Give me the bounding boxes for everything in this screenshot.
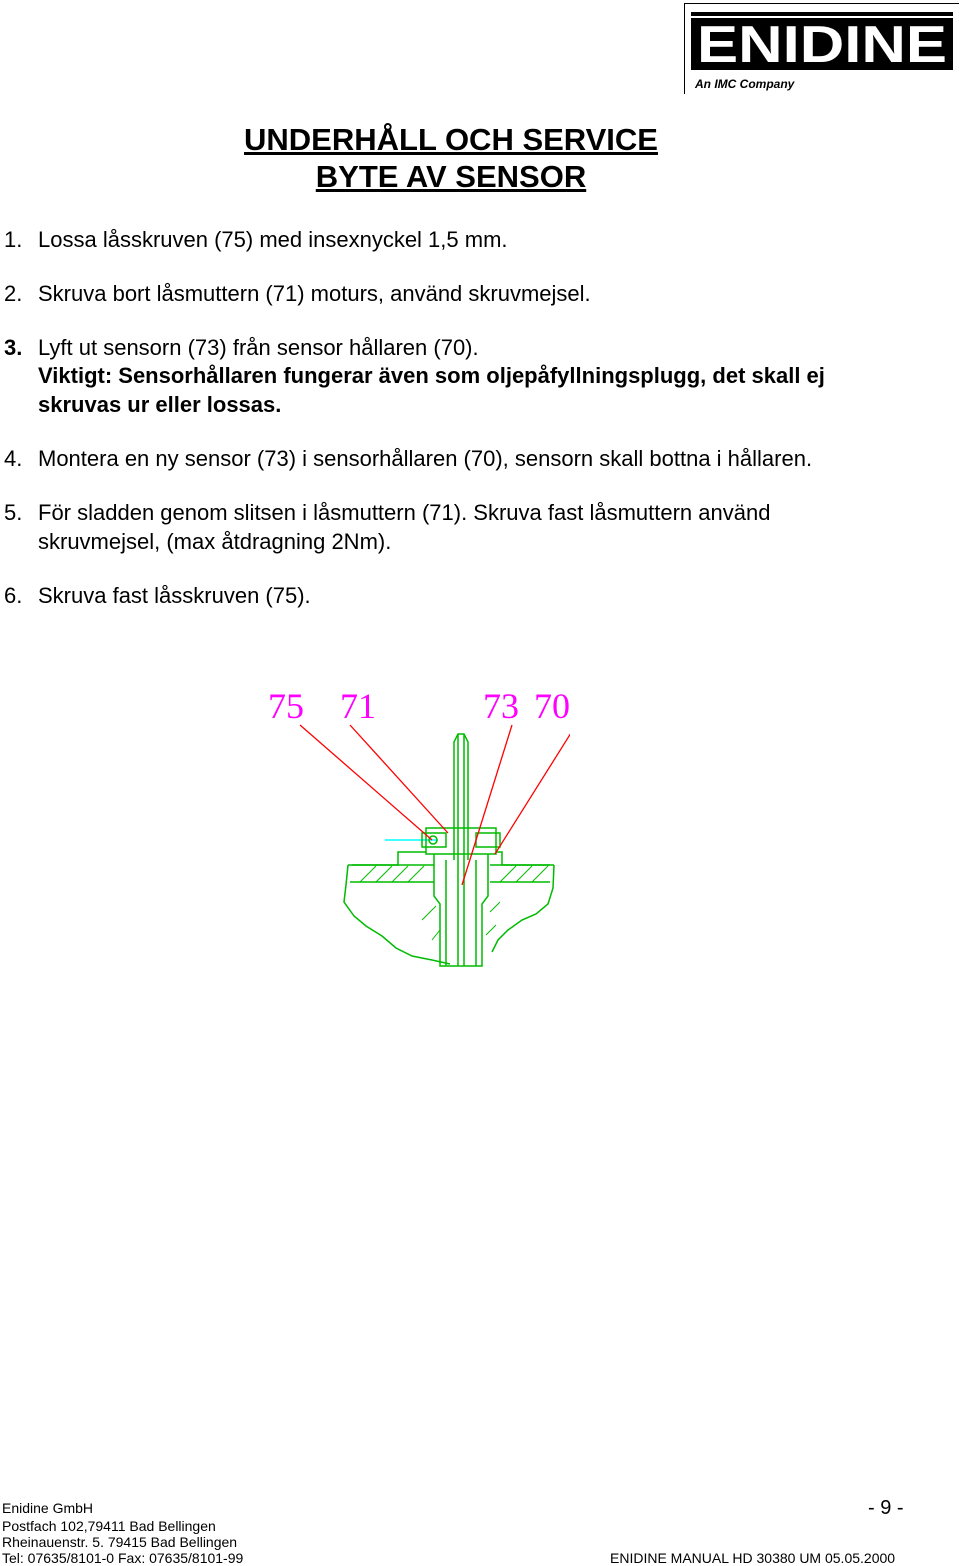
logo-tagline: An IMC Company <box>695 77 795 91</box>
company-logo <box>684 3 959 94</box>
label-75: 75 <box>268 686 304 726</box>
step-number: 4. <box>4 446 23 471</box>
step-number: 2. <box>4 281 23 306</box>
step-text: Lossa låsskruven (75) med insexnyckel 1,5 mm. <box>38 227 508 252</box>
label-70: 70 <box>534 686 570 726</box>
page-title: UNDERHÅLL OCH SERVICE <box>244 122 658 157</box>
leader-lines <box>300 725 570 885</box>
step-text: Skruva fast låsskruven (75). <box>38 583 311 608</box>
step-number: 5. <box>4 500 23 525</box>
section-hatching <box>360 866 548 940</box>
step-text: Montera en ny sensor (73) i sensorhållaren (70), sensorn skall bottna i hållaren. <box>38 446 813 471</box>
logo-brand-text: ENIDINE <box>697 16 947 74</box>
label-71: 71 <box>340 686 376 726</box>
step-text-line-2: skruvmejsel, (max åtdragning 2Nm). <box>38 529 392 554</box>
important-note-line-2: skruvas ur eller lossas. <box>38 392 282 417</box>
sensor-assembly-diagram <box>250 680 570 980</box>
footer-company: Enidine GmbH <box>2 1500 94 1516</box>
footer-manual-id: ENIDINE MANUAL HD 30380 UM 05.05.2000 <box>610 1550 896 1566</box>
step-number: 1. <box>4 227 23 252</box>
footer-street: Rheinauenstr. 5. 79415 Bad Bellingen <box>2 1534 238 1550</box>
step-text: Lyft ut sensorn (73) från sensor hållaren (70). <box>38 335 479 360</box>
leader-71 <box>350 725 448 833</box>
page-subtitle: BYTE AV SENSOR <box>315 159 587 194</box>
step-number: 3. <box>4 335 23 360</box>
sensor-holder <box>426 828 496 966</box>
leader-73 <box>462 725 512 885</box>
label-73: 73 <box>483 686 519 726</box>
important-note-line-1: Viktigt: Sensorhållaren fungerar även som oljepåfyllningsplugg, det skall ej <box>38 363 825 388</box>
step-text: För sladden genom slitsen i låsmuttern (71). Skruva fast låsmuttern använd <box>38 500 771 525</box>
step-number: 6. <box>4 583 23 608</box>
footer-postbox: Postfach 102,79411 Bad Bellingen <box>2 1518 216 1534</box>
step-text: Skruva bort låsmuttern (71) moturs, använd skruvmejsel. <box>38 281 591 306</box>
footer-contact: Tel: 07635/8101-0 Fax: 07635/8101-99 <box>2 1550 244 1566</box>
page-number: - 9 - <box>868 1497 904 1519</box>
enidine-logo-graphic <box>685 4 959 94</box>
base-body <box>344 852 554 964</box>
sensor-probe <box>454 734 468 966</box>
